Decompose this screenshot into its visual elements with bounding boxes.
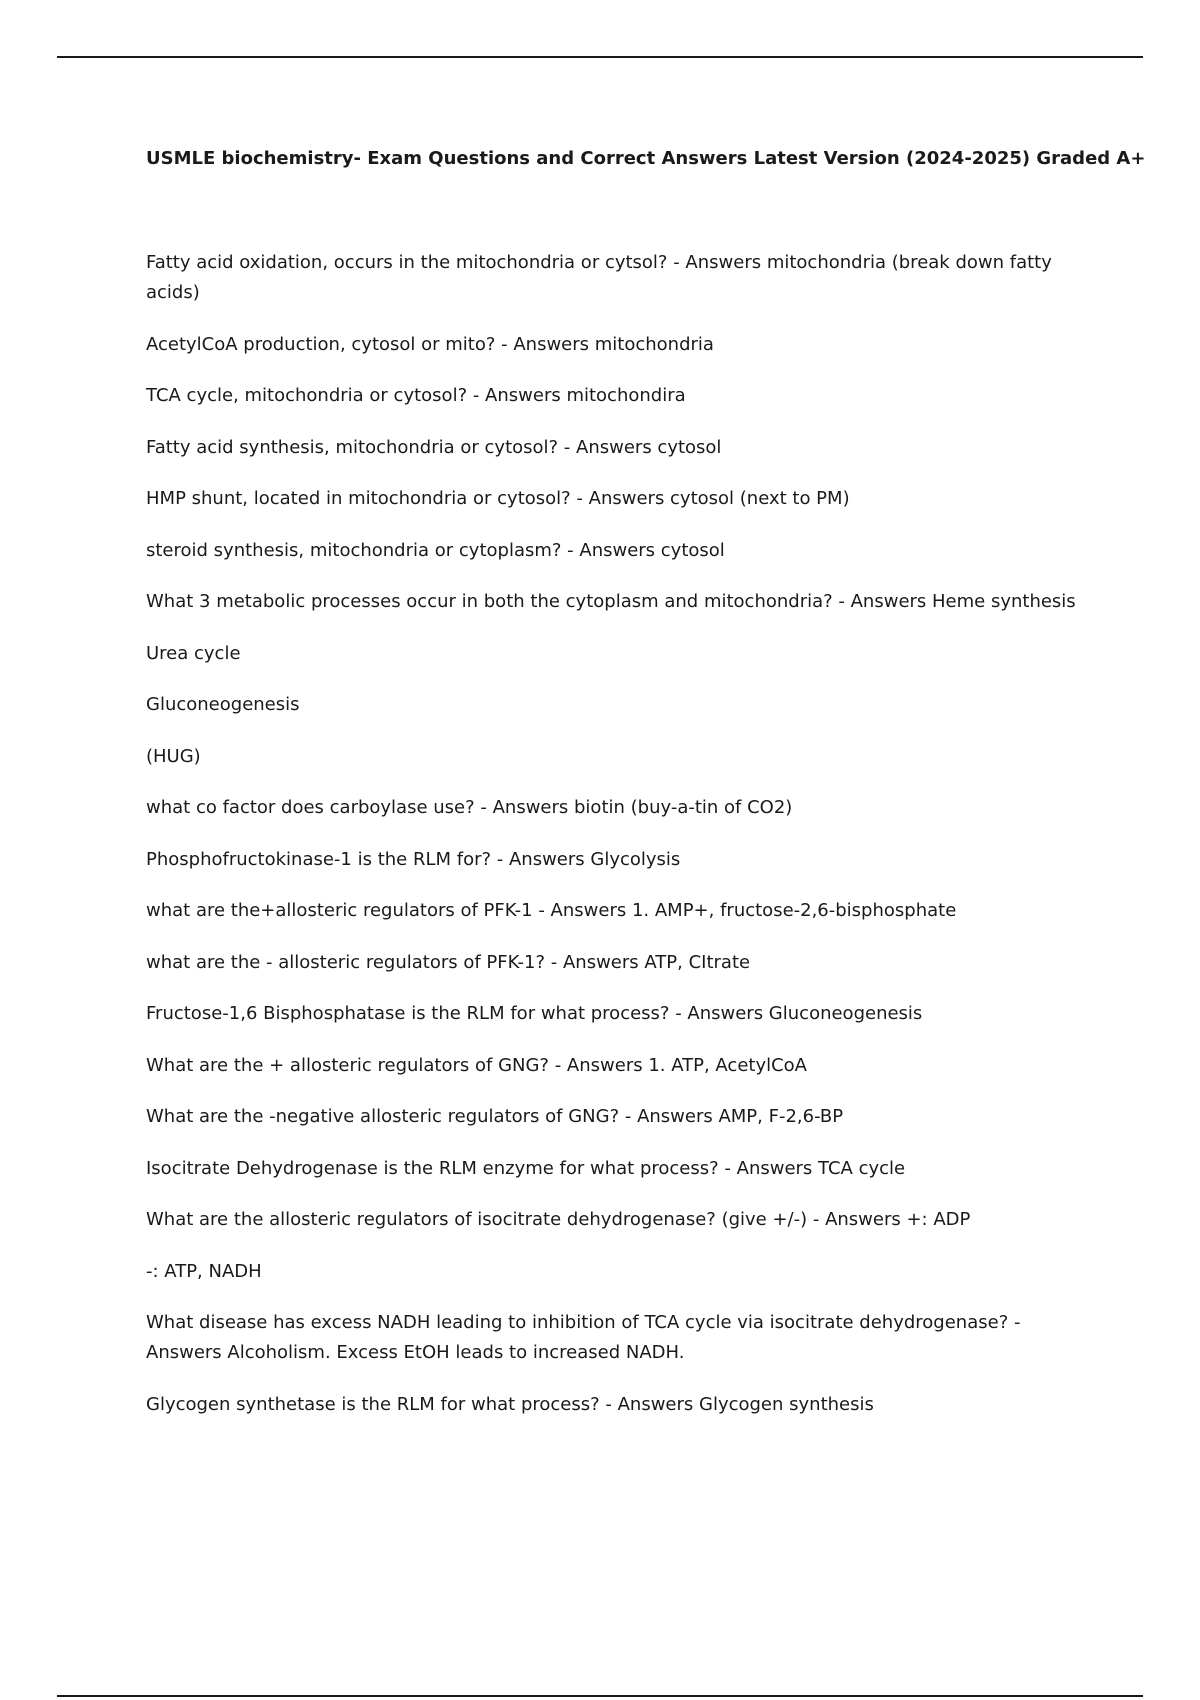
qa-list — [146, 248, 1076, 1441]
qa-item: Isocitrate Dehydrogenase is the RLM enzyme for what process? - Answers TCA cycle — [146, 1157, 906, 1179]
qa-item: HMP shunt, located in mitochondria or cytosol? - Answers cytosol (next to PM) — [146, 488, 850, 509]
qa-item: what are the - allosteric regulators of PFK-1? - Answers ATP, CItrate — [146, 951, 751, 973]
qa-item: What are the allosteric regulators of isocitrate dehydrogenase? (give +/-) - Answers +: ADP — [146, 1209, 971, 1230]
qa-item: What 3 metabolic processes occur in both the cytoplasm and mitochondria? - Answers Heme synthesis — [146, 591, 1076, 612]
header-rule — [57, 56, 1143, 58]
document-title: USMLE biochemistry- Exam Questions and Correct Answers Latest Version (2024-2025) Graded A+ — [146, 148, 1146, 169]
qa-item: Fructose-1,6 Bisphosphatase is the RLM for what process? - Answers Gluconeogenesis — [146, 1003, 923, 1024]
qa-item: Phosphofructokinase-1 is the RLM for? - Answers Glycolysis — [146, 848, 681, 870]
qa-item: -: ATP, NADH — [146, 1260, 262, 1282]
qa-item: AcetylCoA production, cytosol or mito? - Answers mitochondria — [146, 333, 714, 355]
qa-item: what are the+allosteric regulators of PFK-1 - Answers 1. AMP+, fructose-2,6-bisphosphate — [146, 900, 957, 921]
qa-item: Urea cycle — [146, 642, 241, 664]
qa-item: Fatty acid oxidation, occurs in the mitochondria or cytsol? - Answers mitochondria (break down fatty acids) — [146, 252, 1058, 303]
qa-item: TCA cycle, mitochondria or cytosol? - Answers mitochondira — [146, 385, 686, 406]
qa-item: (HUG) — [146, 745, 201, 767]
qa-item: Gluconeogenesis — [146, 694, 300, 715]
qa-item: what co factor does carboylase use? - Answers biotin (buy-a-tin of CO2) — [146, 797, 793, 818]
qa-item: What are the -negative allosteric regulators of GNG? - Answers AMP, F-2,6-BP — [146, 1106, 844, 1127]
qa-item: What are the + allosteric regulators of GNG? - Answers 1. ATP, AcetylCoA — [146, 1054, 807, 1076]
footer-rule — [57, 1695, 1143, 1697]
qa-item: What disease has excess NADH leading to inhibition of TCA cycle via isocitrate dehydrogenase? - Answers Alcoholism. Excess EtOH leads to increased NADH. — [146, 1312, 1027, 1363]
qa-item: steroid synthesis, mitochondria or cytoplasm? - Answers cytosol — [146, 539, 725, 561]
qa-item: Glycogen synthetase is the RLM for what process? - Answers Glycogen synthesis — [146, 1393, 874, 1415]
qa-item: Fatty acid synthesis, mitochondria or cytosol? - Answers cytosol — [146, 436, 722, 458]
